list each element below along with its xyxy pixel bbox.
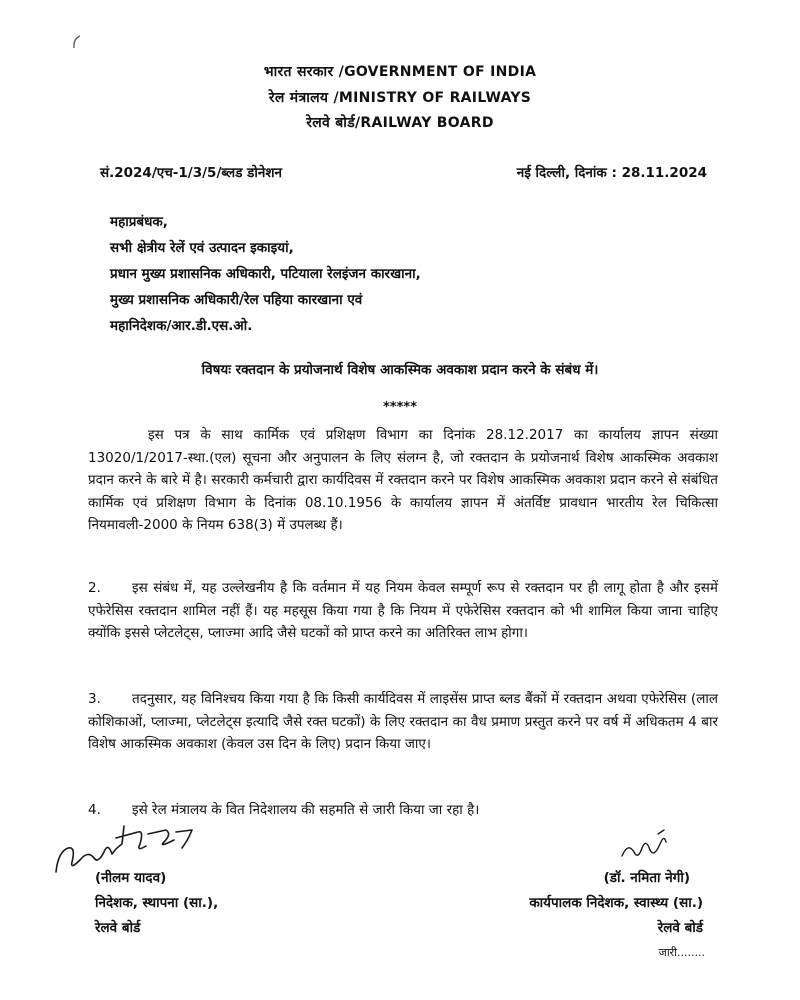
addressee-line-3: प्रधान मुख्य प्रशासनिक अधिकारी, पटियाला रेलइंजन कारखाना, — [110, 266, 421, 282]
paragraph-2 — [88, 577, 718, 645]
reference-number: सं.2024/एच-1/3/5/ब्लड डोनेशन — [100, 165, 283, 181]
right-signatory-name: (डॉ. नमिता नेगी) — [603, 870, 690, 886]
separator-stars: ***** — [383, 400, 417, 415]
right-signature — [618, 826, 678, 866]
continued-note: जारी........ — [658, 946, 705, 959]
header-gov: भारत सरकार /GOVERNMENT OF INDIA — [263, 64, 537, 80]
scan-mark — [70, 34, 84, 50]
header-board: रेलवे बोर्ड/RAILWAY BOARD — [306, 115, 494, 131]
addressee-line-4: मुख्य प्रशासनिक अधिकारी/रेल पहिया कारखाना एवं — [110, 292, 363, 308]
left-signatory-office: रेलवे बोर्ड — [95, 920, 141, 936]
paragraph-3-text: तदनुसार, यह विनिश्चय किया गया है कि किसी कार्यदिवस में लाइसेंस प्राप्त ब्लड बैंकों में रक्तदान अथवा एफेरेसिस (लाल कोशिकाओं, प्लाज्मा, प्लेटलेट्स इत्यादि जैसे रक्त घटकों) के लिए रक्तदान का वैध प्रमाण प्रस्तुत करने पर वर्ष में अधिकतम 4 बार विशेष आकस्मिक अवकाश (केवल उस दिन के लिए) प्रदान किया जाए। — [88, 691, 718, 752]
paragraph-1-text: इस पत्र के साथ कार्मिक एवं प्रशिक्षण विभाग का दिनांक 28.12.2017 का कार्यालय ज्ञापन संख्या 13020/1/2017-स्था.(एल) सूचना और अनुपालन के लिए संलग्न है, जो रक्तदान के प्रयोजनार्थ विशेष आकस्मिक अवकाश प्रदान करने के बारे में है। सरकारी कर्मचारी द्वारा कार्यदिवस में रक्तदान करने पर विशेष आकस्मिक अवकाश प्रदान करने से संबंधित कार्मिक एवं प्रशिक्षण विभाग के दिनांक 08.10.1956 के कार्यालय ज्ञापन में अंतर्विष्ट प्रावधान भारतीय रेल चिकित्सा नियमावली-2000 के नियम 638(3) में उपलब्ध हैं। — [88, 427, 718, 533]
paragraph-3 — [88, 688, 718, 756]
left-signatory-name: (नीलम यादव) — [95, 870, 167, 886]
header-ministry: रेल मंत्रालय /MINISTRY OF RAILWAYS — [268, 90, 532, 106]
addressee-line-5: महानिदेशक/आर.डी.एस.ओ. — [110, 318, 253, 334]
right-signatory-designation: कार्यपालक निदेशक, स्वास्थ्य (सा.) — [529, 895, 703, 911]
addressee-line-1: महाप्रबंधक, — [110, 214, 168, 230]
subject-line: विषयः रक्तदान के प्रयोजनार्थ विशेष आकस्मिक अवकाश प्रदान करने के संबंध में। — [201, 362, 599, 378]
left-signatory-designation: निदेशक, स्थापना (सा.), — [95, 895, 219, 911]
paragraph-1 — [88, 424, 718, 537]
paragraph-2-number: 2. — [88, 580, 101, 596]
paragraph-4-number: 4. — [88, 802, 101, 818]
paragraph-3-number: 3. — [88, 691, 101, 707]
paragraph-4-text: इसे रेल मंत्रालय के वित निदेशालय की सहमति से जारी किया जा रहा है। — [132, 802, 480, 818]
addressee-line-2: सभी क्षेत्रीय रेलें एवं उत्पादन इकाइयां, — [110, 240, 294, 256]
paragraph-2-text: इस संबंध में, यह उल्लेखनीय है कि वर्तमान में यह नियम केवल सम्पूर्ण रूप से रक्तदान पर ही लागू होता है और इसमें एफेरेसिस रक्तदान शामिल नहीं हैं। यह महसूस किया गया है कि नियम में एफेरेसिस रक्तदान को भी शामिल किया जाना चाहिए क्योंकि इससे प्लेटलेट्स, प्लाज्मा आदि जैसे घटकों को प्राप्त करने का अतिरिक्त लाभ होगा। — [88, 580, 718, 641]
place-date: नई दिल्ली, दिनांक : 28.11.2024 — [516, 165, 707, 181]
right-signatory-office: रेलवे बोर्ड — [657, 920, 703, 936]
